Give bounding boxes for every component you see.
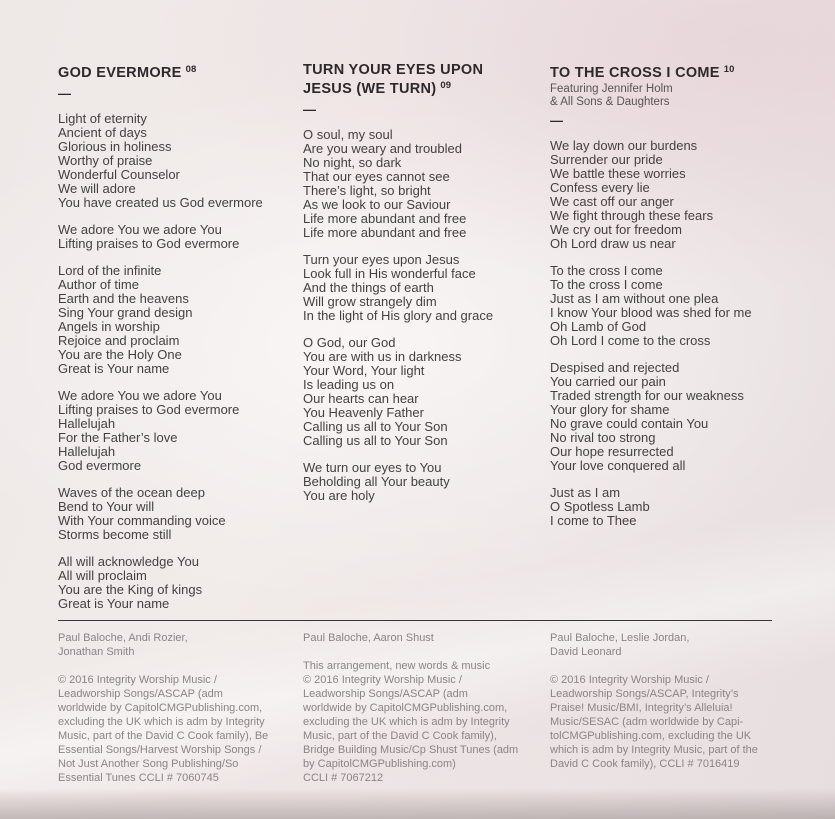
lyric-line: Life more abundant and free [303, 211, 467, 226]
lyric-line: No rival too strong [550, 430, 656, 445]
lyric-line: Bend to Your will [58, 499, 155, 514]
lyric-line: To the cross I come [550, 277, 663, 292]
lyric-line: You Heavenly Father [303, 405, 424, 420]
stanza [58, 223, 298, 251]
lyric-line: Ancient of days [58, 125, 147, 140]
lyric-line: Traded strength for our weakness [550, 388, 744, 403]
copyright-line: by CapitolCMGPublishing.com) [303, 758, 456, 770]
stanza [550, 486, 790, 528]
lyric-line: Angels in worship [58, 319, 160, 334]
lyric-line: Earth and the heavens [58, 291, 189, 306]
lyric-line: I know Your blood was shed for me [550, 305, 752, 320]
lyric-line: Will grow strangely dim [303, 294, 437, 309]
lyric-line: There’s light, so bright [303, 183, 431, 198]
stanzas-block [58, 112, 298, 611]
lyric-line: We cry out for freedom [550, 222, 682, 237]
lyric-line: Are you weary and troubled [303, 141, 462, 156]
track-number: 08 [185, 64, 197, 75]
lyric-line: With Your commanding voice [58, 513, 226, 528]
copyright-block [550, 673, 802, 771]
writers-block [58, 631, 310, 659]
copyright-line: worldwide by CapitolCMGPublishing.com, [58, 702, 263, 714]
lyric-line: We will adore [58, 181, 136, 196]
lyric-line: We adore You we adore You [58, 222, 222, 237]
lyric-line: Our hearts can hear [303, 391, 419, 406]
credits-god-evermore [58, 631, 310, 785]
lyric-line: All will acknowledge You [58, 554, 199, 569]
writers-block [303, 631, 555, 645]
lyric-line: We adore You we adore You [58, 388, 222, 403]
copyright-line: excluding the UK which is adm by Integrity [58, 716, 265, 728]
credits-turn-your-eyes [303, 631, 555, 785]
featuring-line: & All Sons & Daughters [550, 95, 670, 108]
stanza [58, 389, 298, 473]
lyric-line: Life more abundant and free [303, 225, 467, 240]
copyright-block [303, 659, 555, 785]
lyric-line: Light of eternity [58, 111, 147, 126]
lyric-line: Waves of the ocean deep [58, 485, 205, 500]
song-column-to-the-cross [550, 62, 790, 541]
track-number: 09 [440, 80, 451, 91]
writers-line: Paul Baloche, Andi Rozier, [58, 632, 188, 644]
copyright-line: Essential Songs/Harvest Worship Songs / [58, 744, 262, 756]
lyric-line: Turn your eyes upon Jesus [303, 252, 460, 267]
lyric-line: Surrender our pride [550, 152, 663, 167]
lyric-line: You are holy [303, 488, 375, 503]
stanza [303, 336, 543, 448]
track-number: 10 [723, 64, 735, 75]
section-dash: — [550, 113, 563, 128]
featuring-line: Featuring Jennifer Holm [550, 83, 673, 95]
copyright-line: David C Cook family), CCLI # 7016419 [550, 758, 740, 770]
lyric-line: And the things of earth [303, 280, 434, 295]
lyric-line: All will proclaim [58, 568, 147, 583]
copyright-line: Essential Tunes CCLI # 7060745 [58, 772, 219, 784]
song-column-turn-your-eyes [303, 62, 543, 516]
lyric-line: Calling us all to Your Son [303, 419, 448, 434]
copyright-line: Bridge Building Music/Cp Shust Tunes (adm [303, 744, 519, 756]
copyright-line: This arrangement, new words & music [303, 660, 491, 672]
lyric-line: Rejoice and proclaim [58, 333, 180, 348]
stanza [58, 264, 298, 376]
song-title [58, 62, 270, 81]
lyric-line: Hallelujah [58, 416, 116, 431]
copyright-line: © 2016 Integrity Worship Music / [550, 674, 709, 686]
lyric-line: To the cross I come [550, 263, 663, 278]
lyric-line: Glorious in holiness [58, 139, 172, 154]
stanzas-block [550, 139, 790, 528]
stanza [550, 139, 790, 251]
featuring-block [550, 83, 790, 108]
copyright-line: © 2016 Integrity Worship Music / [58, 674, 217, 686]
lyric-line: We turn our eyes to You [303, 460, 442, 475]
song-title-text: TO THE CROSS I COME [550, 65, 720, 81]
lyric-line: Worthy of praise [58, 153, 153, 168]
lyric-line: O God, our God [303, 335, 396, 350]
song-title [550, 62, 762, 81]
section-dash: — [303, 102, 316, 117]
stanzas-block [303, 128, 543, 503]
lyric-line: Great is Your name [58, 361, 170, 376]
lyric-line: Lord of the infinite [58, 263, 162, 278]
lyric-line: Oh Lamb of God [550, 319, 647, 334]
credits-to-the-cross [550, 631, 802, 771]
copyright-line: worldwide by CapitolCMGPublishing.com, [303, 702, 508, 714]
copyright-line: which is adm by Integrity Music, part of the [550, 744, 758, 756]
song-column-god-evermore [58, 62, 298, 624]
lyric-line: Hallelujah [58, 444, 116, 459]
copyright-line: CCLI # 7067212 [303, 772, 384, 784]
lyric-line: We cast off our anger [550, 194, 674, 209]
lyric-line: For the Father’s love [58, 430, 178, 445]
lyric-line: Look full in His wonderful face [303, 266, 476, 281]
lyric-line: Just as I am [550, 485, 621, 500]
lyric-line: Great is Your name [58, 596, 170, 611]
stanza [58, 486, 298, 542]
writers-line: David Leonard [550, 646, 622, 658]
writers-line: Jonathan Smith [58, 646, 135, 658]
lyric-line: No grave could contain You [550, 416, 709, 431]
stanza [550, 264, 790, 348]
stanza [58, 112, 298, 210]
copyright-line: Music, part of the David C Cook family), Be [58, 730, 269, 742]
lyric-line: Beholding all Your beauty [303, 474, 450, 489]
lyric-line: We battle these worries [550, 166, 686, 181]
stanza [303, 128, 543, 240]
stanza [550, 361, 790, 473]
lyric-line: You are with us in darkness [303, 349, 462, 364]
lyric-line: Oh Lord draw us near [550, 236, 676, 251]
lyric-line: Despised and rejected [550, 360, 680, 375]
song-title-text: GOD EVERMORE [58, 65, 182, 81]
copyright-line: excluding the UK which is adm by Integrity [303, 716, 510, 728]
lyric-line: Wonderful Counselor [58, 167, 180, 182]
lyric-line: No night, so dark [303, 155, 402, 170]
divider-rule [58, 620, 772, 621]
lyric-line: Your Word, Your light [303, 363, 425, 378]
lyric-line: Calling us all to Your Son [303, 433, 448, 448]
copyright-line: Leadworship Songs/ASCAP (adm [58, 688, 223, 700]
lyric-line: Oh Lord I come to the cross [550, 333, 711, 348]
lyric-line: Lifting praises to God evermore [58, 236, 240, 251]
lyric-line: Lifting praises to God evermore [58, 402, 240, 417]
lyric-line: You have created us God evermore [58, 195, 263, 210]
lyric-line: God evermore [58, 458, 142, 473]
stanza [303, 253, 543, 323]
lyric-line: Author of time [58, 277, 139, 292]
lyric-line: As we look to our Saviour [303, 197, 451, 212]
lyric-line: Storms become still [58, 527, 172, 542]
lyric-line: Your love conquered all [550, 458, 686, 473]
stanza [303, 461, 543, 503]
copyright-line: © 2016 Integrity Worship Music / [303, 674, 462, 686]
lyric-line: O Spotless Lamb [550, 499, 650, 514]
lyric-line: Confess every lie [550, 180, 650, 195]
writers-line: Paul Baloche, Leslie Jordan, [550, 632, 690, 644]
lyric-line: That our eyes cannot see [303, 169, 450, 184]
lyric-line: You carried our pain [550, 374, 666, 389]
copyright-line: Music, part of the David C Cook family), [303, 730, 497, 742]
copyright-line: Music/SESAC (adm worldwide by Capi- [550, 716, 744, 728]
copyright-line: Leadworship Songs/ASCAP, Integrity’s [550, 688, 739, 700]
lyric-line: You are the King of kings [58, 582, 203, 597]
song-title [303, 62, 515, 97]
copyright-line: Leadworship Songs/ASCAP (adm [303, 688, 468, 700]
lyric-line: In the light of His glory and grace [303, 308, 494, 323]
lyric-line: Sing Your grand design [58, 305, 193, 320]
lyric-line: O soul, my soul [303, 127, 393, 142]
song-title-text: TURN YOUR EYES UPON JESUS (WE TURN) [303, 62, 484, 97]
lyric-line: We lay down our burdens [550, 138, 698, 153]
writers-block [550, 631, 802, 659]
copyright-line: tolCMGPublishing.com, excluding the UK [550, 730, 752, 742]
lyric-line: Just as I am without one plea [550, 291, 719, 306]
copyright-line: Not Just Another Song Publishing/So [58, 758, 239, 770]
lyric-line: You are the Holy One [58, 347, 182, 362]
copyright-line: Praise! Music/BMI, Integrity’s Alleluia! [550, 702, 733, 714]
lyric-line: We fight through these fears [550, 208, 714, 223]
stanza [58, 555, 298, 611]
lyric-line: Our hope resurrected [550, 444, 674, 459]
lyric-line: I come to Thee [550, 513, 637, 528]
writers-line: Paul Baloche, Aaron Shust [303, 632, 434, 644]
lyric-line: Your glory for shame [550, 402, 670, 417]
lyric-line: Is leading us on [303, 377, 395, 392]
copyright-block [58, 673, 310, 785]
section-dash: — [58, 86, 71, 101]
